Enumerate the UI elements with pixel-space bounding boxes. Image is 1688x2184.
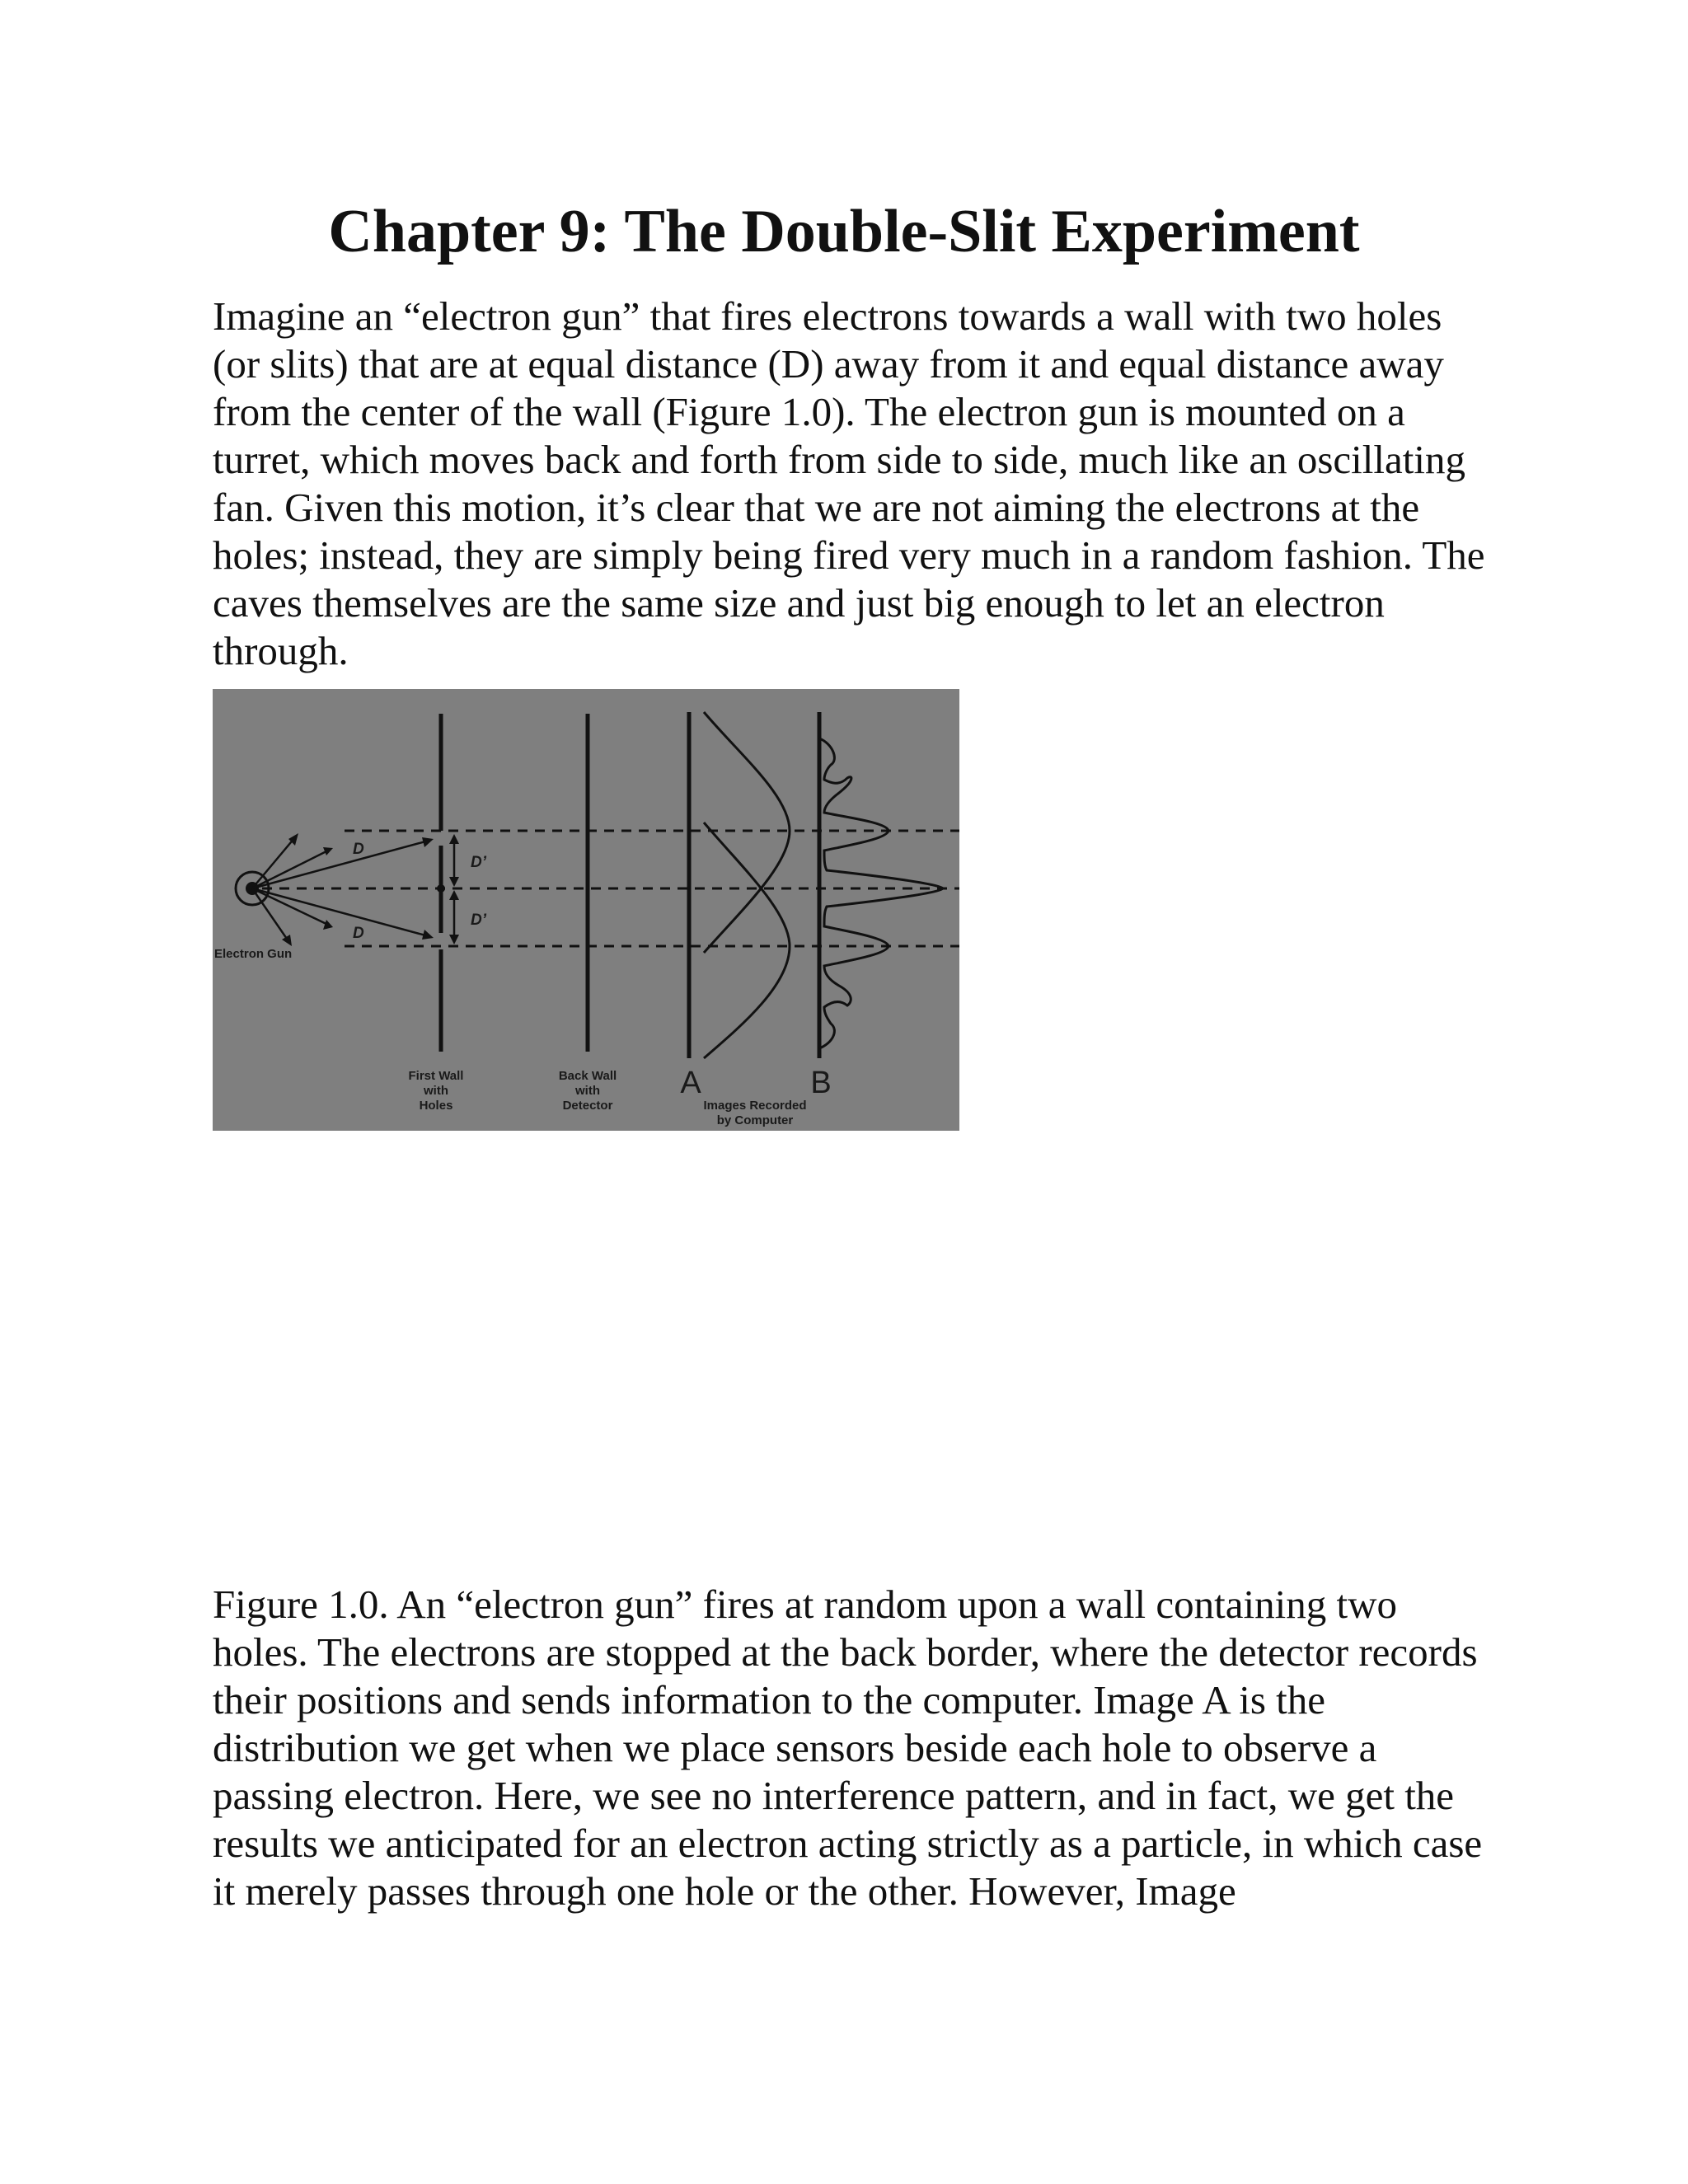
d-prime-upper-arrowhead-bottom xyxy=(449,877,459,887)
arrowhead-down-steep xyxy=(282,935,292,946)
images-recorded-label-line1: Images Recorded xyxy=(703,1099,807,1113)
image-b-interference-curve xyxy=(819,738,943,1048)
d-upper-label: D xyxy=(353,841,364,858)
ray-to-lower-hole xyxy=(252,888,429,936)
ray-to-upper-hole xyxy=(252,841,429,888)
d-lower-label: D xyxy=(353,925,364,942)
first-wall-label-line2: with xyxy=(424,1084,448,1098)
double-slit-figure xyxy=(213,689,959,1131)
d-prime-upper-arrowhead-top xyxy=(449,834,459,844)
ray-up-steep xyxy=(252,837,295,888)
d-prime-lower-arrowhead-bottom xyxy=(449,935,459,944)
image-b-label: B xyxy=(810,1066,832,1100)
image-a-label: A xyxy=(680,1066,701,1100)
ray-up-mid xyxy=(252,851,328,888)
image-a-upper-curve xyxy=(704,712,790,953)
page-title: Chapter 9: The Double-Slit Experiment xyxy=(328,198,1360,265)
d-prime-upper-label: D’ xyxy=(471,854,486,871)
d-prime-lower-arrowhead-top xyxy=(449,890,459,900)
wall-center-dot xyxy=(437,884,445,893)
back-wall-label-line2: with xyxy=(575,1084,600,1098)
back-wall-label-line3: Detector xyxy=(562,1099,613,1113)
arrowhead-upper-hole xyxy=(422,837,434,847)
electron-gun-label: Electron Gun xyxy=(214,947,293,961)
figure-caption-paragraph: Figure 1.0. An “electron gun” fires at random upon a wall containing two holes. The electrons are stopped at the back border, where the detector records their positions and sends information to the computer. Image A is the distribution we get when we place sensors beside each hole to observe a passing electron. Here, we see no interference pattern, and in fact, we get the results we anticipated for an electron acting strictly as a particle, in which case it merely passes through one hole or the other. However, Image xyxy=(213,1582,1483,1914)
arrowhead-lower-hole xyxy=(422,930,434,940)
double-slit-diagram xyxy=(213,689,959,1131)
arrowhead-down-mid xyxy=(323,920,333,930)
intro-paragraph: Imagine an “electron gun” that fires electrons towards a wall with two holes (or slits) that are at equal distance (D) away from it and equal distance away from the center of the wall (Figure 1.0). The electron gun is mounted on a turret, which moves back and forth from side to side, much like an oscillating fan. Given this motion, it’s clear that we are not aiming the electrons at the holes; instead, they are simply being fired very much in a random fashion. The caves themselves are the same size and just big enough to let an electron through. xyxy=(213,293,1485,673)
first-wall-label-line1: First Wall xyxy=(408,1069,464,1083)
image-a-lower-curve xyxy=(704,823,790,1058)
images-recorded-label-line2: by Computer xyxy=(716,1113,794,1127)
back-wall-label-line1: Back Wall xyxy=(558,1069,617,1083)
d-prime-lower-label: D’ xyxy=(471,912,486,929)
first-wall-label-line3: Holes xyxy=(419,1099,453,1113)
